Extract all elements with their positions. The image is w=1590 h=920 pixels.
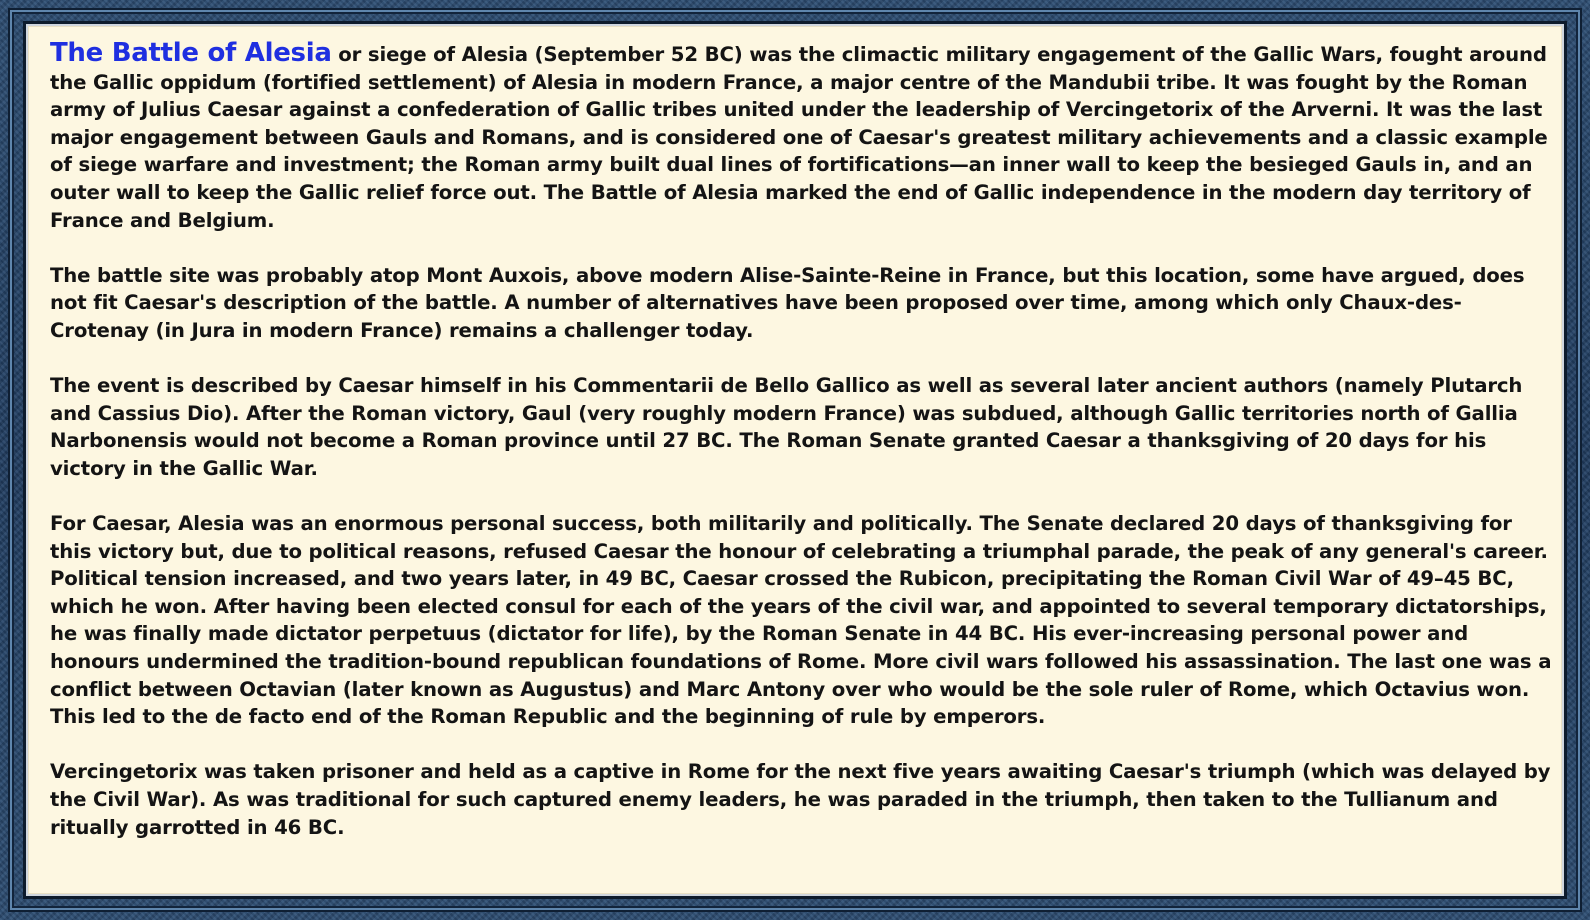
article-title: The Battle of Alesia (50, 38, 332, 68)
paragraph-5: Vercingetorix was taken prisoner and held as a captive in Rome for the next five years awaiting Caesar's triumph (which was delayed by the Civil War). As was traditional for such captured enemy leaders, he was paraded in the triumph, then taken to the Tullianum and ritually garrotted in 46 BC. (50, 760, 1551, 839)
article-panel (26, 24, 1564, 896)
paragraph-1-text: or siege of Alesia (September 52 BC) was the climactic military engagement of the Gallic Wars, fought around the Gallic oppidum (fortified settlement) of Alesia in modern France, a major centre of the Mandubii tribe. It was fought by the Roman army of Julius Caesar against a confederation of Gallic tribes united under the leadership of Vercingetorix of the Arverni. It was the last major engagement between Gauls and Romans, and is considered one of Caesar's greatest military achievements and a classic example of siege warfare and investment; the Roman army built dual lines of fortifications—an inner wall to keep the besieged Gauls in, and an outer wall to keep the Gallic relief force out. The Battle of Alesia marked the end of Gallic independence in the modern day territory of France and Belgium. (50, 43, 1548, 232)
paragraph-1 (50, 40, 1554, 234)
paragraph-2: The battle site was probably atop Mont Auxois, above modern Alise-Sainte-Reine in France, but this location, some have argued, does not fit Caesar's description of the battle. A number of alternatives have been proposed over time, among which only Chaux-des-Crotenay (in Jura in modern France) remains a challenger today. (50, 263, 1525, 342)
paragraph-3: The event is described by Caesar himself in his Commentarii de Bello Gallico as well as several later ancient authors (namely Plutarch and Cassius Dio). After the Roman victory, Gaul (very roughly modern France) was subdued, although Gallic territories north of Gallia Narbonensis would not become a Roman province until 27 BC. The Roman Senate granted Caesar a thanksgiving of 20 days for his victory in the Gallic War. (50, 374, 1523, 480)
paragraph-4: For Caesar, Alesia was an enormous personal success, both militarily and politically. The Senate declared 20 days of thanksgiving for this victory but, due to political reasons, refused Caesar the honour of celebrating a triumphal parade, the peak of any general's career. Political tension increased, and two years later, in 49 BC, Caesar crossed the Rubicon, precipitating the Roman Civil War of 49–45 BC, which he won. After having been elected consul for each of the years of the civil war, and appointed to several temporary dictatorships, he was finally made dictator perpetuus (dictator for life), by the Roman Senate in 44 BC. His ever-increasing personal power and honours undermined the tradition-bound republican foundations of Rome. More civil wars followed his assassination. The last one was a conflict between Octavian (later known as Augustus) and Marc Antony over who would be the sole ruler of Rome, which Octavius won. This led to the de facto end of the Roman Republic and the beginning of rule by emperors. (50, 512, 1552, 729)
